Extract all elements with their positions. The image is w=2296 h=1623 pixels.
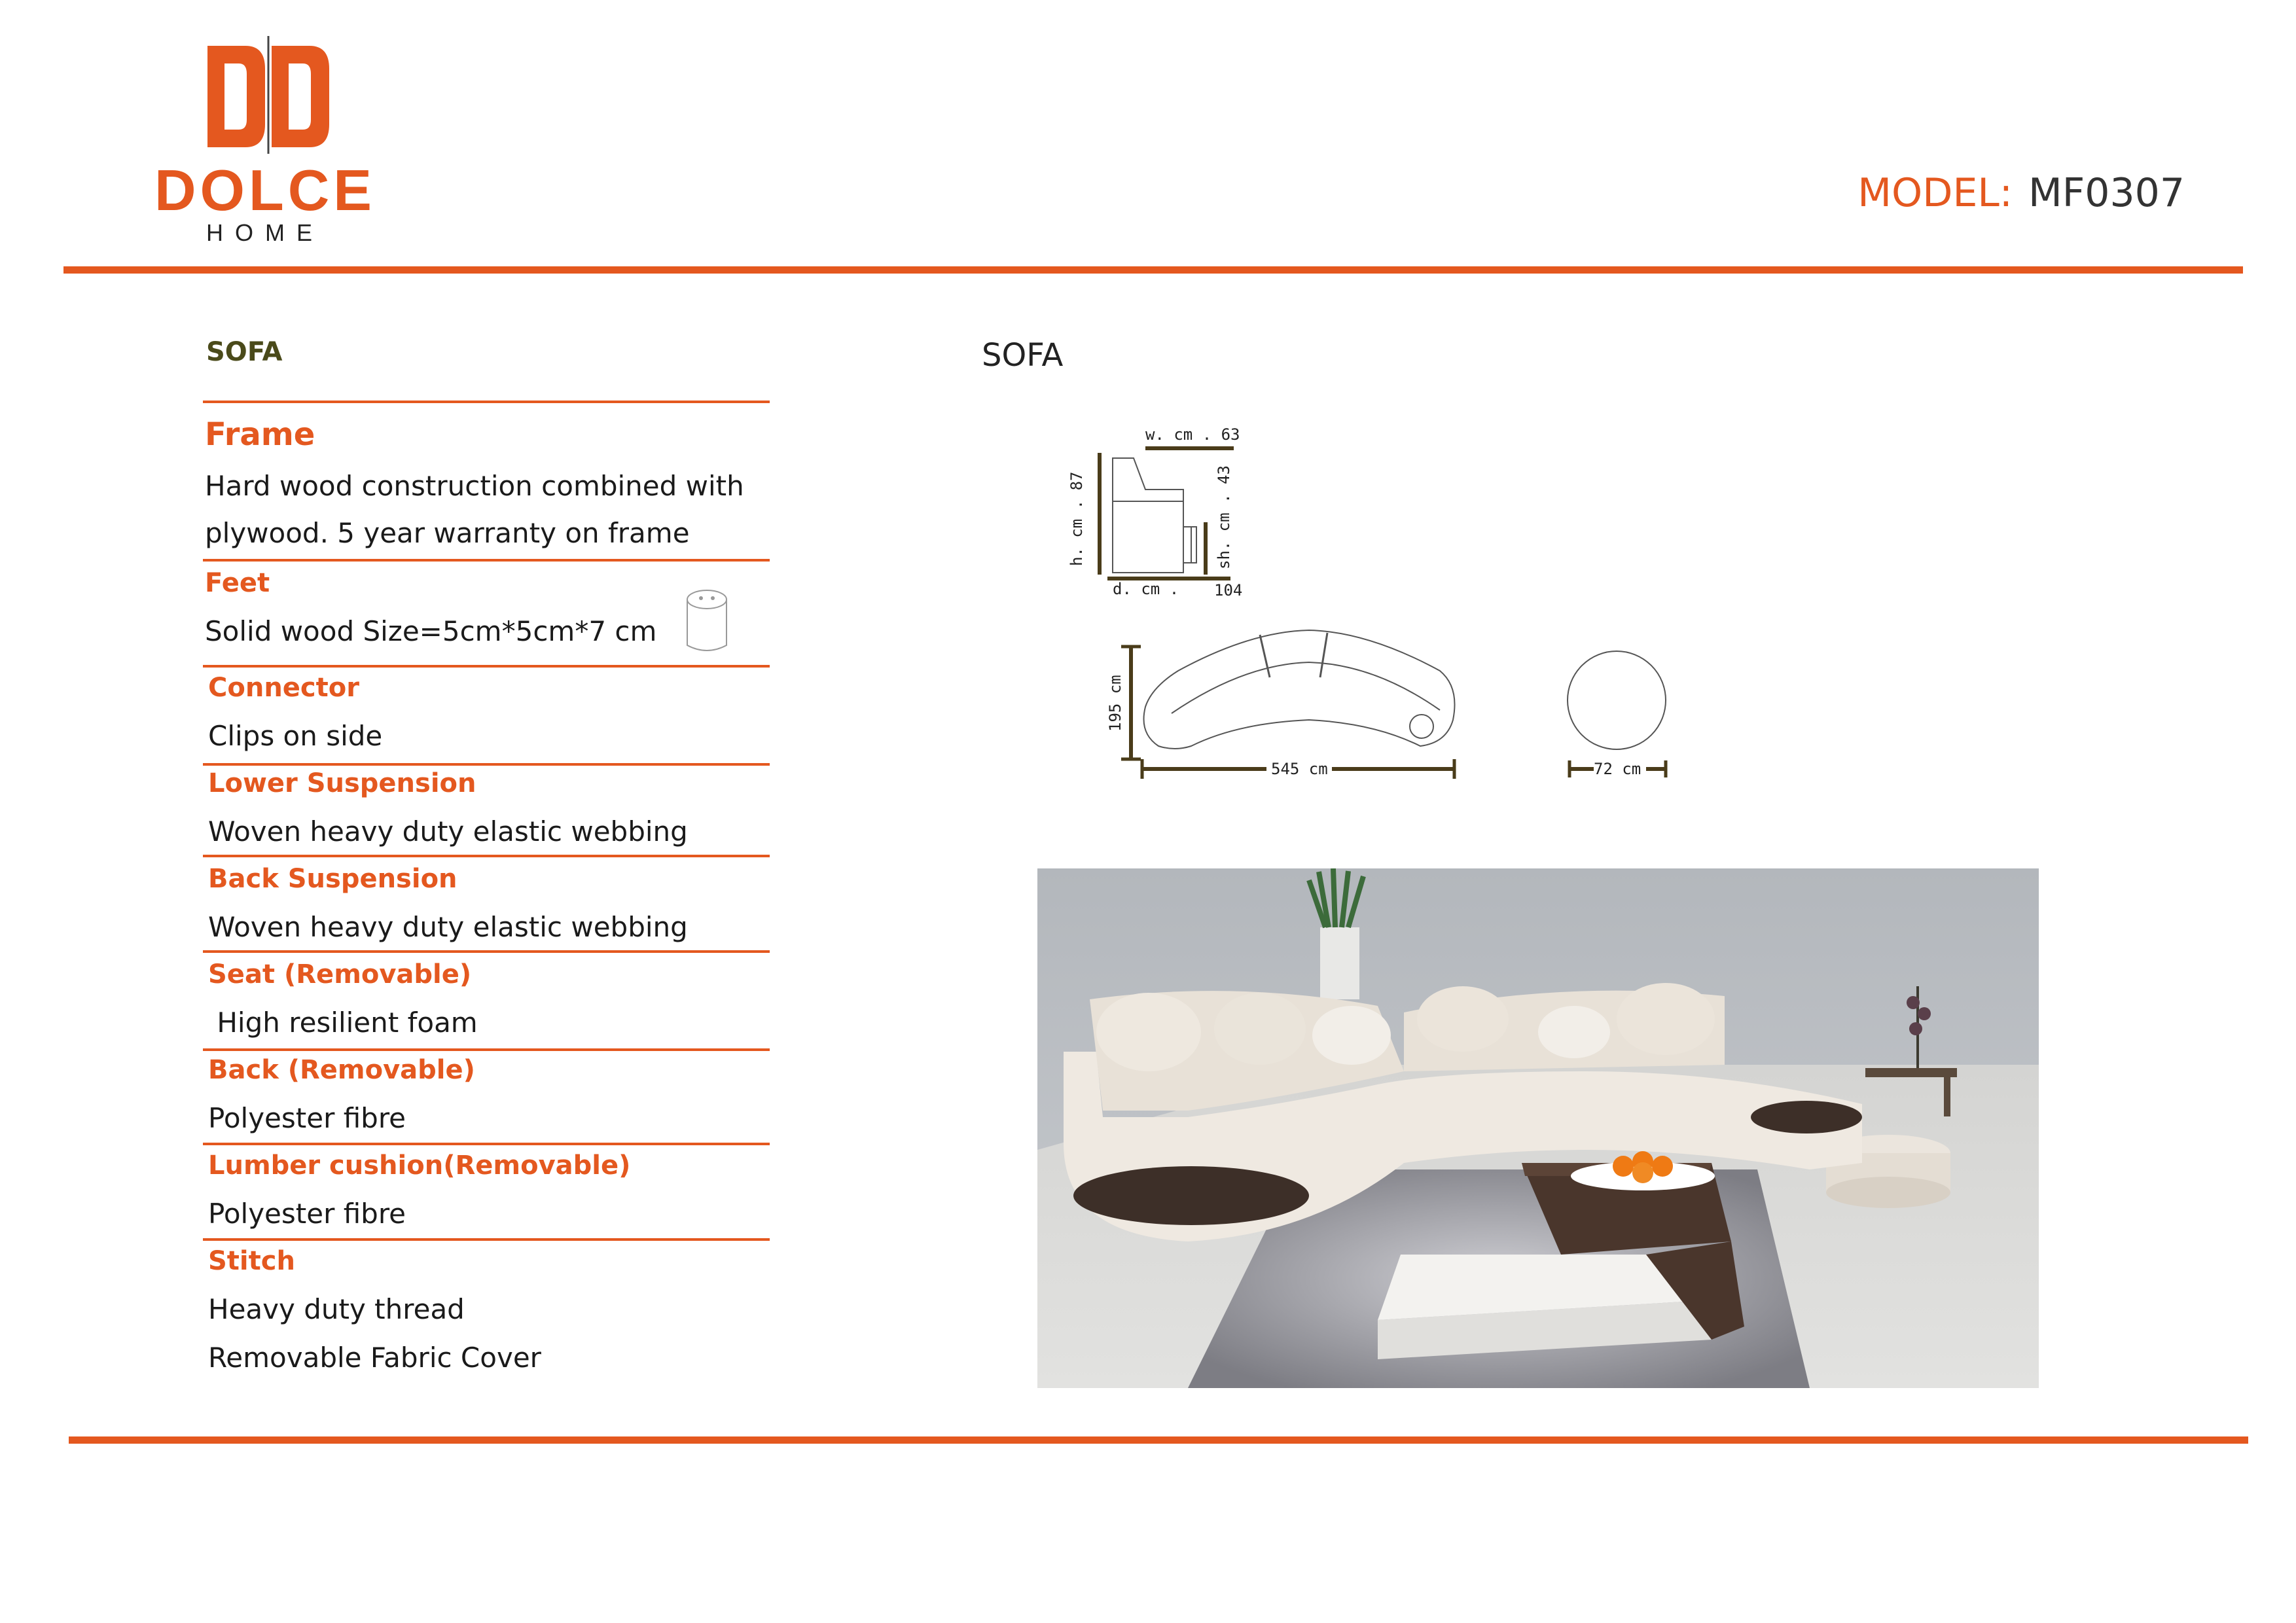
spec-divider bbox=[203, 855, 770, 857]
spec-text-seat: High resilient foam bbox=[208, 1007, 478, 1039]
spec-heading-lower-suspension: Lower Suspension bbox=[208, 768, 476, 798]
spec-divider bbox=[203, 559, 770, 562]
spec-text-back: Polyester fibre bbox=[208, 1102, 406, 1134]
spec-divider bbox=[203, 401, 770, 403]
model-label: MODEL: bbox=[1857, 170, 2013, 216]
spec-text-stitch-1: Heavy duty thread bbox=[208, 1293, 465, 1325]
spec-heading-connector: Connector bbox=[208, 673, 359, 703]
brand-subtitle: HOME bbox=[206, 219, 324, 246]
brand-name: DOLCE bbox=[154, 158, 376, 223]
spec-divider bbox=[203, 950, 770, 953]
spec-heading-feet: Feet bbox=[205, 568, 270, 598]
model-value: MF0307 bbox=[2028, 170, 2185, 216]
spec-text-frame-1: Hard wood construction combined with bbox=[205, 470, 744, 502]
spec-text-stitch-2: Removable Fabric Cover bbox=[208, 1342, 541, 1374]
width-dimension-label: w. cm . 63 bbox=[1145, 425, 1240, 444]
technical-drawing bbox=[1034, 412, 2081, 805]
depth-dimension-value: 104 bbox=[1214, 581, 1243, 599]
spec-heading-frame: Frame bbox=[205, 416, 315, 453]
height-dimension-label: h. cm . 87 bbox=[1067, 471, 1086, 566]
ottoman-dimension-label: 72 cm bbox=[1594, 760, 1641, 778]
spec-divider bbox=[203, 763, 770, 766]
top-divider bbox=[63, 266, 2243, 274]
dd-monogram-icon bbox=[147, 36, 383, 154]
spec-text-back-suspension: Woven heavy duty elastic webbing bbox=[208, 911, 688, 943]
spec-heading-stitch: Stitch bbox=[208, 1246, 295, 1276]
side-view-diagram bbox=[1067, 425, 1242, 599]
top-view-diagram bbox=[1106, 630, 1666, 779]
depth-dimension-label: d. cm . bbox=[1113, 580, 1179, 598]
seat-height-dimension-label: sh. cm . 43 bbox=[1215, 465, 1233, 569]
sofa-product-photo bbox=[1037, 868, 2039, 1388]
spec-heading-back: Back (Removable) bbox=[208, 1055, 475, 1085]
spec-text-lower-suspension: Woven heavy duty elastic webbing bbox=[208, 815, 688, 847]
spec-text-lumber-cushion: Polyester fibre bbox=[208, 1198, 406, 1230]
spec-divider bbox=[203, 1143, 770, 1145]
spec-text-feet: Solid wood Size=5cm*5cm*7 cm bbox=[205, 615, 657, 647]
wood-foot-icon bbox=[684, 588, 730, 657]
spec-heading-seat: Seat (Removable) bbox=[208, 959, 472, 990]
model-number bbox=[1857, 170, 2185, 216]
plan-length-label: 545 cm bbox=[1271, 760, 1328, 778]
spec-heading-lumber-cushion: Lumber cushion(Removable) bbox=[208, 1150, 631, 1181]
category-title: SOFA bbox=[206, 337, 283, 367]
spec-text-connector: Clips on side bbox=[208, 720, 383, 752]
drawing-title: SOFA bbox=[982, 337, 1064, 374]
spec-divider bbox=[203, 665, 770, 668]
spec-heading-back-suspension: Back Suspension bbox=[208, 864, 457, 894]
plan-depth-label: 195 cm bbox=[1106, 675, 1124, 732]
spec-divider bbox=[203, 1048, 770, 1051]
brand-logo bbox=[147, 36, 383, 252]
spec-text-frame-2: plywood. 5 year warranty on frame bbox=[205, 517, 690, 549]
spec-divider bbox=[203, 1238, 770, 1241]
bottom-divider bbox=[69, 1436, 2248, 1444]
